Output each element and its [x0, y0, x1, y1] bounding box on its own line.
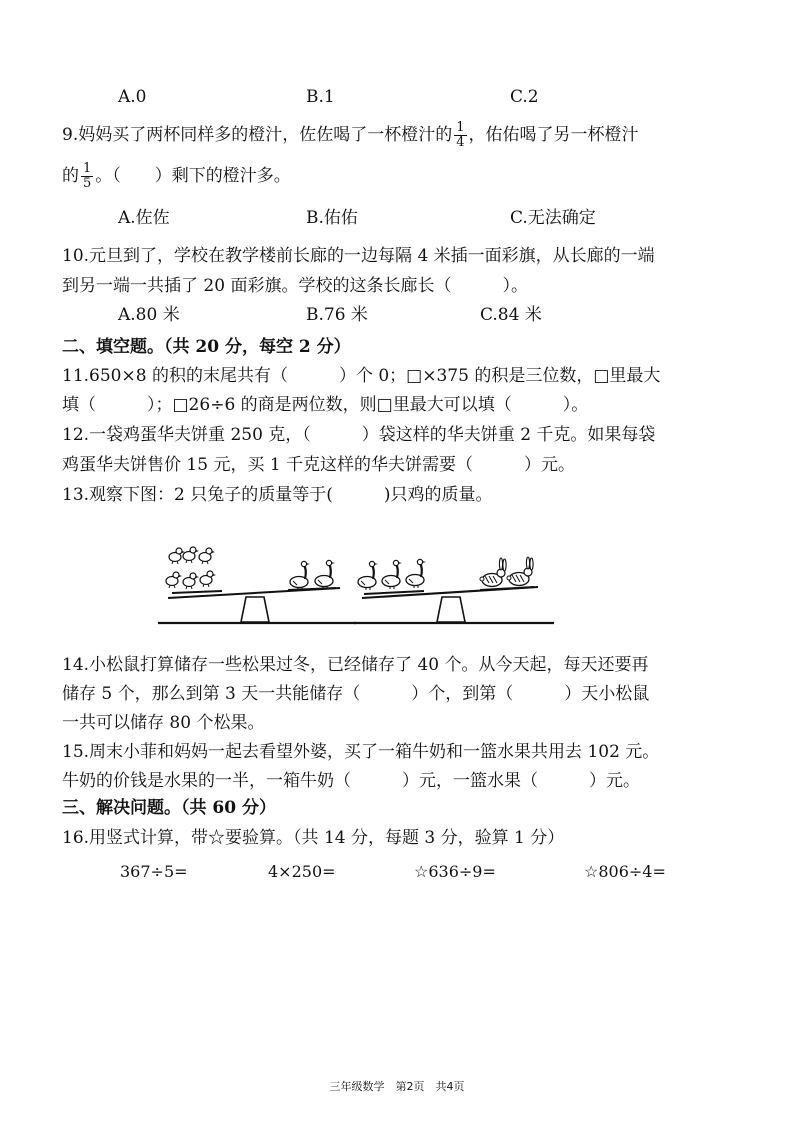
- q10-line1: 10.元旦到了，学校在教学楼前长廊的一边每隔 4 米插一面彩旗，从长廊的一端: [62, 246, 655, 266]
- geese-left-group: [290, 560, 335, 590]
- q15-line2: 牛奶的价钱是水果的一半，一箱牛奶（ ）元，一篮水果（ ）元。: [62, 771, 640, 791]
- q10-option-a: A.80 米: [118, 305, 180, 325]
- q11-line1: 11.650×8 的积的末尾共有（ ）个 0；□×375 的积是三位数，□里最大: [62, 366, 661, 386]
- q9-fraction-2: $\frac{1}{5}$: [83, 161, 92, 191]
- seesaw-left: [158, 588, 356, 623]
- q12-line2: 鸡蛋华夫饼售价 15 元，买 1 千克这样的华夫饼需要（ ）元。: [62, 455, 576, 475]
- q13-line1: 13.观察下图：2 只兔子的质量等于( )只鸡的质量。: [62, 485, 493, 505]
- q16-line1: 16.用竖式计算，带☆要验算。（共 14 分，每题 3 分，验算 1 分）: [62, 828, 565, 848]
- section-problem-solving-heading: 三、解决问题。（共 60 分）: [62, 798, 276, 818]
- q16-item-3: ☆636÷9=: [414, 862, 496, 881]
- q10-line2: 到另一端一共插了 20 面彩旗。学校的这条长廊长（ ）。: [62, 276, 528, 296]
- q9-option-b: B.佑佑: [306, 208, 358, 228]
- q9-option-a: A.佐佐: [118, 208, 170, 228]
- geese-right-group: [358, 559, 426, 590]
- q14-line2: 储存 5 个，那么到第 3 天一共能储存（ ）个，到第（ ）天小松鼠: [62, 684, 650, 704]
- q8-option-c: C.2: [510, 87, 539, 107]
- q16-item-2: 4×250=: [268, 862, 336, 881]
- q8-option-b: B.1: [306, 87, 335, 107]
- q16-item-1: 367÷5=: [120, 862, 188, 881]
- q15-line1: 15.周末小菲和妈妈一起去看望外婆，买了一箱牛奶和一篮水果共用去 102 元。: [62, 742, 660, 762]
- q9-fraction-1: $\frac{1}{4}$: [456, 120, 465, 150]
- q9-line2: 的 $\frac{1}{5}$ 。（ ）剩下的橙汁多。: [62, 161, 291, 191]
- q12-line1: 12.一袋鸡蛋华夫饼重 250 克，（ ）袋这样的华夫饼重 2 千克。如果每袋: [62, 425, 656, 445]
- q10-option-c: C.84 米: [480, 305, 542, 325]
- section-fill-in-heading: 二、填空题。（共 20 分，每空 2 分）: [62, 337, 351, 357]
- seesaw-right: [354, 587, 554, 623]
- chicks-group: [166, 547, 216, 589]
- q10-option-b: B.76 米: [306, 305, 368, 325]
- q16-item-4: ☆806÷4=: [584, 862, 666, 881]
- q11-line2: 填（ ）；□26÷6 的商是两位数，则□里最大可以填（ ）。: [62, 395, 589, 415]
- rabbits-group: [480, 557, 533, 587]
- q8-option-a: A.0: [118, 87, 147, 107]
- q14-line3: 一共可以储存 80 个松果。: [62, 713, 265, 733]
- q9-line1: 9.妈妈买了两杯同样多的橙汁，佐佐喝了一杯橙汁的 $\frac{1}{4}$ ，佑佑喝了另一杯橙汁: [62, 120, 639, 150]
- q14-line1: 14.小松鼠打算储存一些松果过冬，已经储存了 40 个。从今天起，每天还要再: [62, 655, 649, 675]
- q9-option-c: C.无法确定: [510, 208, 596, 228]
- page-footer: 三年级数学 第2页 共4页: [329, 1080, 465, 1093]
